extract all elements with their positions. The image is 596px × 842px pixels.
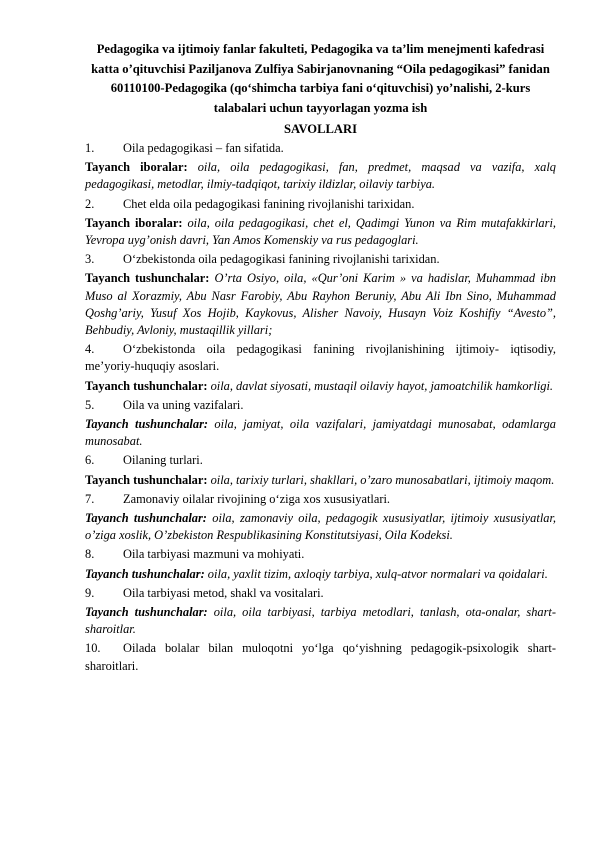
question-text: Chet elda oila pedagogikasi fanining rivojlanishi tarixidan.: [123, 196, 415, 211]
question-2: [85, 196, 556, 213]
keywords-terms: oila, oila pedagogikasi, chet el, Qadimgi Yunon va Rim mutafakkirlari, Yevropa uyg’onish davri, Yan Amos Komenskiy va rus pedagoglari.: [85, 215, 556, 248]
question-5: [85, 397, 556, 414]
keywords-label: Tayanch tushunchalar:: [85, 472, 208, 487]
question-text: Zamonaviy oilalar rivojining o‘ziga xos xususiyatlari.: [123, 491, 391, 506]
question-number: 8.: [85, 547, 95, 562]
question-number: 9.: [85, 585, 95, 600]
keywords-terms: oila, davlat siyosati, mustaqil oilaviy hayot, jamoatchilik hamkorligi.: [207, 378, 553, 393]
question-number: 4.: [85, 342, 95, 357]
keywords-terms: O’rta Osiyo, oila, «Qur’oni Karim » va hadislar, Muhammad ibn Muso al Xorazmiy, Abu Nasr Farobiy, Abu Rayhon Beruniy, Abu Ali Ibn Sino, Muhammad Qoshg’ariy, Yusuf Xos Hojib, Kaykovus, Alisher Navoiy, Husayn Voiz Koshifiy “Avesto”, Behbudiy, Avloniy, mustaqillik yillari;: [85, 271, 556, 338]
question-number: 5.: [85, 397, 95, 412]
keywords-label: Tayanch tushunchalar:: [85, 378, 208, 393]
question-text: O‘zbekistonda oila pedagogikasi fanining rivojlanishi tarixidan.: [123, 252, 440, 267]
keywords-terms: oila, yaxlit tizim, axloqiy tarbiya, xulq-atvor normalari va qoidalari.: [204, 566, 548, 581]
question-text: Oilada bolalar bilan muloqotni yo‘lga qo‘yishning pedagogik-psixologik shart-sharoitlari.: [85, 641, 556, 673]
keywords-3: [85, 270, 556, 339]
keywords-2: [85, 215, 556, 249]
keywords-7: [85, 510, 556, 544]
keywords-label: Tayanch tushunchalar:: [85, 511, 207, 526]
keywords-8: [85, 566, 556, 583]
keywords-terms: oila, oila tarbiyasi, tarbiya metodlari, tanlash, ota-onalar, shart-sharoitlar.: [85, 605, 556, 637]
question-8: [85, 546, 556, 563]
question-text: Oila pedagogikasi – fan sifatida.: [123, 141, 284, 155]
question-10: [85, 640, 556, 674]
section-title: SAVOLLARI: [283, 122, 357, 136]
question-4: [85, 341, 556, 375]
question-text: Oila va uning vazifalari.: [123, 397, 244, 412]
document-header: Pedagogika va ijtimoiy fanlar fakulteti, Pedagogika va ta’lim menejmenti kafedrasi katta o’qituvchisi Paziljanova Zulfiya Sabirjanovnaning “Oila pedagogikasi” fanidan 60110100-Pedagogika (qo‘shimcha tarbiya fani o‘qituvchisi) yo’nalishi, 2-kurs talabalari uchun tayyorlagan yozma ish: [91, 42, 550, 115]
question-6: [85, 452, 556, 469]
question-text: Oilaning turlari.: [123, 453, 203, 468]
keywords-label: Tayanch iboralar:: [85, 215, 183, 230]
keywords-label: Tayanch tushunchalar:: [85, 566, 205, 581]
keywords-9: [85, 604, 556, 638]
keywords-label: Tayanch tushunchalar:: [85, 605, 208, 620]
question-9: [85, 585, 556, 602]
keywords-6: [85, 472, 556, 489]
keywords-label: Tayanch iboralar:: [85, 160, 188, 175]
keywords-terms: oila, zamonaviy oila, pedagogik xususiyatlar, ijtimoiy xususiyatlar, o’ziga xoslik, O’zbekiston Respublikasining Konstitutsiyasi, Oila Kodeksi.: [85, 511, 556, 543]
question-number: 1.: [85, 141, 95, 155]
question-number: 2.: [85, 196, 95, 211]
question-number: 3.: [85, 252, 95, 267]
keywords-terms: oila, tarixiy turlari, shakllari, o’zaro munosabatlari, ijtimoiy maqom.: [207, 472, 555, 487]
question-3: [85, 251, 556, 268]
question-number: 6.: [85, 453, 95, 468]
question-text: Oila tarbiyasi mazmuni va mohiyati.: [123, 547, 305, 562]
question-1: [85, 140, 556, 157]
keywords-5: [85, 416, 556, 450]
question-text: O‘zbekistonda oila pedagogikasi fanining rivojlanishining ijtimoiy- iqtisodiy, me’yoriy-huquqiy asoslari.: [85, 342, 556, 374]
question-number: 7.: [85, 491, 95, 506]
question-number: 10.: [85, 641, 101, 656]
keywords-label: Tayanch tushunchalar:: [85, 417, 209, 432]
question-text: Oila tarbiyasi metod, shakl va vositalari.: [123, 585, 324, 600]
keywords-terms: oila, oila pedagogikasi, fan, predmet, maqsad va vazifa, xalq pedagogikasi, metodlar, ilmiy-tadqiqot, tarixiy ildizlar, oilaviy tarbiya.: [85, 160, 556, 192]
question-7: [85, 491, 556, 508]
keywords-1: [85, 159, 556, 193]
keywords-label: Tayanch tushunchalar:: [85, 271, 210, 286]
keywords-terms: oila, jamiyat, oila vazifalari, jamiyatdagi munosabat, odamlarga munosabat.: [85, 417, 556, 449]
keywords-4: [85, 378, 556, 395]
